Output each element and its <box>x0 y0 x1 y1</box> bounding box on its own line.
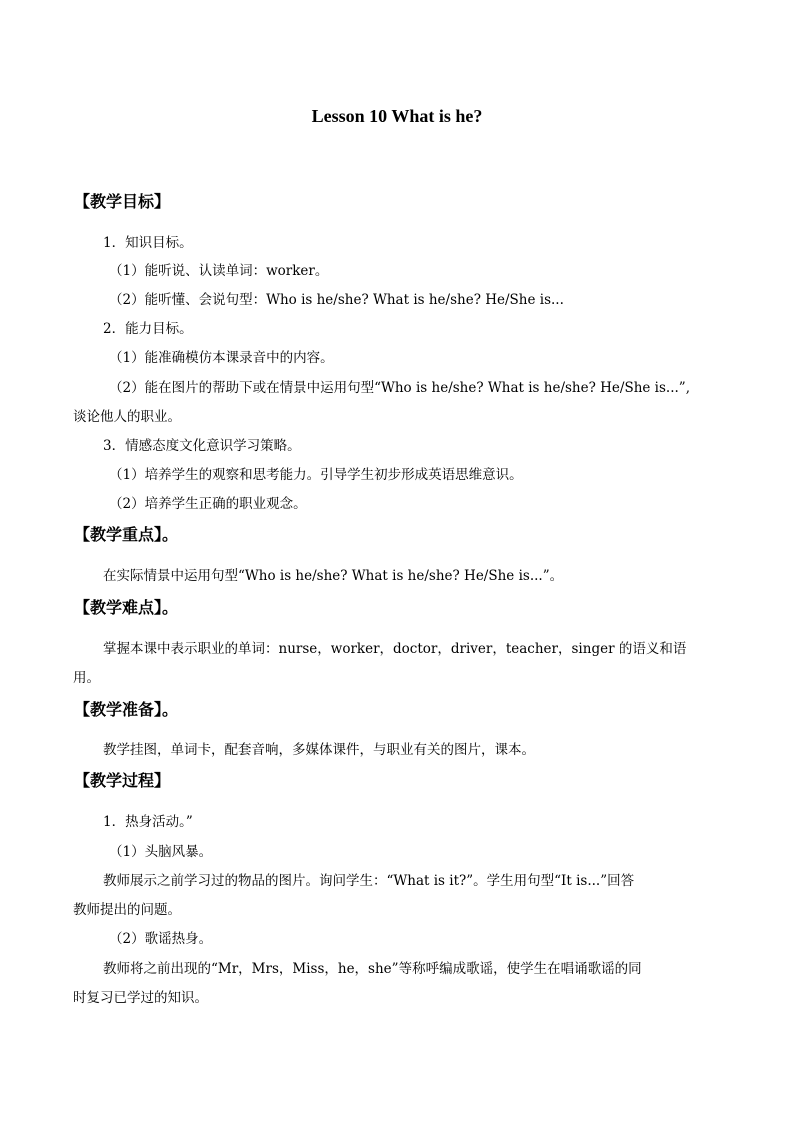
heading-key-points: 【教学重点】。 <box>74 525 179 544</box>
objective-item-2-2-continued: 谈论他人的职业。 <box>73 409 181 425</box>
difficulties-text: 掌握本课中表示职业的单词：nurse，worker，doctor，driver，teacher，singer 的语义和语 <box>103 641 687 657</box>
objective-item-3-2: （2）培养学生正确的职业观念。 <box>109 496 307 512</box>
process-item-1-2: （2）歌谣热身。 <box>109 931 213 947</box>
objective-item-1-1: （1）能听说、认读单词：worker。 <box>109 263 329 279</box>
process-item-1-2-text: 教师将之前出现的“Mr，Mrs，Miss，he，she”等称呼编成歌谣，使学生在唱诵歌谣的同 <box>103 961 642 977</box>
document-title: Lesson 10 What is he? <box>311 106 483 126</box>
preparation-text: 教学挂图，单词卡，配套音响，多媒体课件，与职业有关的图片，课本。 <box>103 742 535 758</box>
process-item-1-1: （1）头脑风暴。 <box>109 844 213 860</box>
objective-item-2: 2．能力目标。 <box>103 321 193 337</box>
heading-preparation: 【教学准备】。 <box>74 700 179 719</box>
heading-objectives: 【教学目标】 <box>74 192 171 211</box>
process-item-1-1-text: 教师展示之前学习过的物品的图片。询问学生：“What is it?”。学生用句型“It is...”回答 <box>103 873 635 889</box>
objective-item-2-1: （1）能准确模仿本课录音中的内容。 <box>109 350 334 366</box>
heading-difficulties: 【教学难点】。 <box>74 598 179 617</box>
objective-item-3-1: （1）培养学生的观察和思考能力。引导学生初步形成英语思维意识。 <box>109 467 523 483</box>
process-item-1: 1．热身活动。” <box>103 814 193 830</box>
objective-item-1: 1．知识目标。 <box>103 235 193 251</box>
heading-process: 【教学过程】 <box>74 771 171 790</box>
objective-item-3: 3．情感态度文化意识学习策略。 <box>103 438 301 454</box>
key-points-text: 在实际情景中运用句型“Who is he/she? What is he/she? He/She is...”。 <box>103 568 564 584</box>
objective-item-2-2: （2）能在图片的帮助下或在情景中运用句型“Who is he/she? What is he/she? He/She is...”, <box>109 380 690 396</box>
process-item-1-1-text-continued: 教师提出的问题。 <box>73 902 181 918</box>
objective-item-1-2: （2）能听懂、会说句型：Who is he/she? What is he/she? He/She is... <box>109 292 564 308</box>
process-item-1-2-text-continued: 时复习已学过的知识。 <box>73 990 208 1006</box>
difficulties-text-continued: 用。 <box>73 670 100 686</box>
